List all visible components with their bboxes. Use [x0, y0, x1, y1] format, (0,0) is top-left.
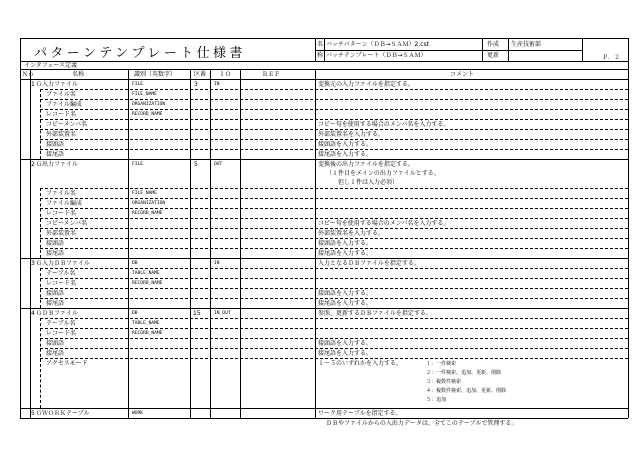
row-name: Ｇ入力ファイル — [36, 81, 78, 88]
column-header-line — [20, 79, 628, 80]
row-comment: コピー句を使用する場合のメンバ名を入力する。 — [318, 121, 450, 128]
row-keyword: RECORD_NAME — [132, 281, 163, 286]
row-io: IN — [214, 82, 220, 87]
row-no: 5 — [31, 410, 35, 417]
row-keyword: ORGANIZATION — [132, 201, 166, 206]
row-name: 接尾語 — [46, 151, 65, 158]
row-keyword: FILE_NAME — [132, 191, 157, 196]
row-divider — [40, 268, 628, 269]
col-header-comment: コメント — [450, 71, 475, 78]
row-divider — [40, 298, 628, 299]
update-label: 更新 — [487, 52, 500, 59]
row-comment: 変換元の入力ファイルを指定する。 — [318, 81, 414, 88]
row-io: IN — [214, 261, 220, 266]
row-keyword: FILE — [132, 162, 144, 167]
row-divider — [40, 198, 628, 199]
row-keyword: TABLE_NAME — [132, 321, 160, 326]
col-header-io: ＩＯ — [219, 71, 232, 78]
row-name: 接頭語 — [46, 141, 65, 148]
row-name: アクセスモード — [46, 360, 88, 367]
section-line — [20, 69, 628, 70]
row-comment: 外部装置名を入力する。 — [318, 131, 385, 138]
row-number: 5 — [194, 161, 198, 168]
row-comment: 入力となるＤＢファイルを指定する。 — [318, 260, 420, 267]
col-line — [240, 69, 241, 418]
row-divider — [40, 338, 628, 339]
indent-line — [40, 89, 41, 159]
row-keyword: TABLE_NAME — [132, 271, 160, 276]
row-comment: 接尾語を入力する。 — [318, 350, 373, 357]
row-keyword: ORGANIZATION — [132, 102, 166, 107]
group-separator — [20, 308, 628, 309]
access-mode-option: ４：複数件検索、追加、更新、削除 — [426, 388, 507, 394]
row-number: 3 — [194, 81, 198, 88]
row-comment: 接頭語を入力する。 — [318, 240, 373, 247]
row-divider — [40, 129, 628, 130]
row-divider — [40, 248, 628, 249]
row-keyword: FILE — [132, 82, 144, 87]
row-name: 外部装置名 — [46, 230, 77, 237]
page-number: Ｐ．２ — [602, 54, 621, 61]
row-no: 1 — [31, 81, 35, 88]
row-name: コピーメンバ名 — [46, 121, 88, 128]
row-name: ファイル編成 — [46, 101, 82, 108]
row-name: Ｇ出力ファイル — [36, 161, 78, 168]
col-header-name: 名称 — [72, 71, 85, 78]
name-value: バッチパターン（ＤＢ→ＳＡＭ）2.cst — [326, 41, 430, 48]
row-comment: コピー句を使用する場合のメンバ名を入力する。 — [318, 220, 450, 227]
row-keyword: RECORD_NAME — [132, 112, 163, 117]
row-name: テーブル名 — [46, 270, 76, 277]
row-io: IN_OUT — [214, 311, 231, 316]
row-divider — [40, 208, 628, 209]
col-line — [315, 69, 316, 418]
row-keyword: DB — [132, 261, 138, 266]
row-name: 接頭語 — [46, 340, 65, 347]
row-comment: 接頭語を入力する。 — [318, 141, 373, 148]
row-name: ファイル名 — [46, 190, 76, 197]
header-mid-line — [315, 50, 582, 51]
row-name: 接尾語 — [46, 350, 65, 357]
header-divider — [582, 38, 583, 61]
title-label: 称 — [317, 52, 324, 59]
row-keyword: RECORD_NAME — [132, 211, 163, 216]
access-mode-option: １：一件検索 — [426, 361, 457, 367]
row-comment-line2: ＤＢやファイルからの入出力データは、全てこのテーブルで管理する。 — [326, 420, 518, 427]
row-name: レコード名 — [46, 330, 77, 337]
row-name: レコード名 — [46, 210, 77, 217]
row-comment: 参照、更新するＤＢファイルを指定する。 — [318, 310, 432, 317]
row-keyword: RECORD_NAME — [132, 331, 163, 336]
row-number: 15 — [193, 310, 201, 317]
row-comment: １～５のいずれかを入力する。 — [318, 360, 403, 367]
indent-line — [40, 318, 41, 408]
section-title: インタフェース定義 — [24, 62, 78, 69]
group-separator — [20, 408, 628, 409]
row-divider — [40, 89, 628, 90]
col-line — [30, 69, 31, 418]
access-mode-option: ３：複数件検索 — [426, 379, 462, 385]
row-comment: 接尾語を入力する。 — [318, 151, 373, 158]
frame-bottom-line — [20, 418, 628, 419]
indent-line — [40, 188, 41, 258]
row-divider — [40, 119, 628, 120]
row-divider — [40, 109, 628, 110]
group-separator — [20, 258, 628, 259]
row-name: ファイル名 — [46, 91, 76, 98]
col-header-no: Ｎｏ — [22, 71, 35, 78]
row-name: 接尾語 — [46, 250, 65, 257]
row-divider — [40, 238, 628, 239]
access-mode-option: ５：追加 — [426, 397, 447, 403]
row-divider — [40, 348, 628, 349]
col-header-number: 区番 — [194, 71, 207, 78]
row-divider — [40, 288, 628, 289]
row-name: 外部装置名 — [46, 131, 77, 138]
group-separator — [20, 159, 628, 160]
indent-line — [40, 268, 41, 308]
frame-right-line — [628, 38, 629, 418]
name-label: 名 — [317, 41, 324, 48]
title-value: バッチテンプレート（ＤＢ→ＳＡＭ） — [326, 52, 427, 59]
row-name: ＧＤＢファイル — [36, 310, 78, 317]
row-comment: 接尾語を入力する。 — [318, 300, 373, 307]
row-divider — [40, 218, 628, 219]
row-comment: 接頭語を入力する。 — [318, 340, 373, 347]
row-comment-line3: 但し１件は入力必須） — [326, 179, 399, 186]
access-mode-option: ２：一件検索、追加、更新、削除 — [426, 370, 502, 376]
row-divider — [40, 278, 628, 279]
row-divider — [40, 228, 628, 229]
row-name: ファイル編成 — [46, 200, 82, 207]
col-header-keyword: 識別（英数字） — [134, 71, 177, 78]
document-title: パターンテンプレート仕様書 — [34, 46, 246, 61]
col-line — [128, 69, 129, 418]
row-comment: 接尾語を入力する。 — [318, 250, 373, 257]
frame-left-line — [20, 38, 21, 418]
row-divider — [40, 188, 628, 189]
row-comment: 外部装置名を入力する。 — [318, 230, 385, 237]
row-comment-line2: （１件目をメインの出力ファイルとする。 — [326, 170, 440, 177]
row-divider — [40, 358, 628, 359]
row-name: コピーメンバ名 — [46, 220, 88, 227]
row-name: Ｇ入力ＤＢファイル — [36, 260, 90, 267]
row-name: 接尾語 — [46, 300, 65, 307]
row-name: 接頭語 — [46, 290, 65, 297]
author-label: 作成 — [487, 41, 500, 48]
row-name: レコード名 — [46, 280, 77, 287]
col-header-ref: ＲＥＦ — [262, 71, 281, 78]
row-divider — [40, 139, 628, 140]
row-divider — [40, 149, 628, 150]
col-line — [190, 69, 191, 418]
row-no: 4 — [31, 310, 35, 317]
header-bottom-line — [20, 61, 628, 62]
row-comment: 変換後の出力ファイルを指定する。 — [318, 161, 414, 168]
row-name: 接頭語 — [46, 240, 65, 247]
row-divider — [40, 318, 628, 319]
row-divider — [40, 99, 628, 100]
row-name: ＧＷＯＲＫテーブル — [36, 410, 90, 417]
row-no: 2 — [31, 161, 35, 168]
row-keyword: FILE_NAME — [132, 92, 157, 97]
row-comment: ワーク用テーブルを指定する。 — [318, 410, 402, 417]
row-keyword: WORK — [132, 411, 144, 416]
row-no: 3 — [31, 260, 35, 267]
row-divider — [40, 328, 628, 329]
row-name: レコード名 — [46, 111, 77, 118]
author-value: 生産技術部 — [511, 41, 542, 48]
row-comment: 接頭語を入力する。 — [318, 290, 373, 297]
row-name: テーブル名 — [46, 320, 76, 327]
row-io: OUT — [214, 162, 223, 167]
col-line — [210, 69, 211, 418]
row-keyword: DB — [132, 311, 138, 316]
